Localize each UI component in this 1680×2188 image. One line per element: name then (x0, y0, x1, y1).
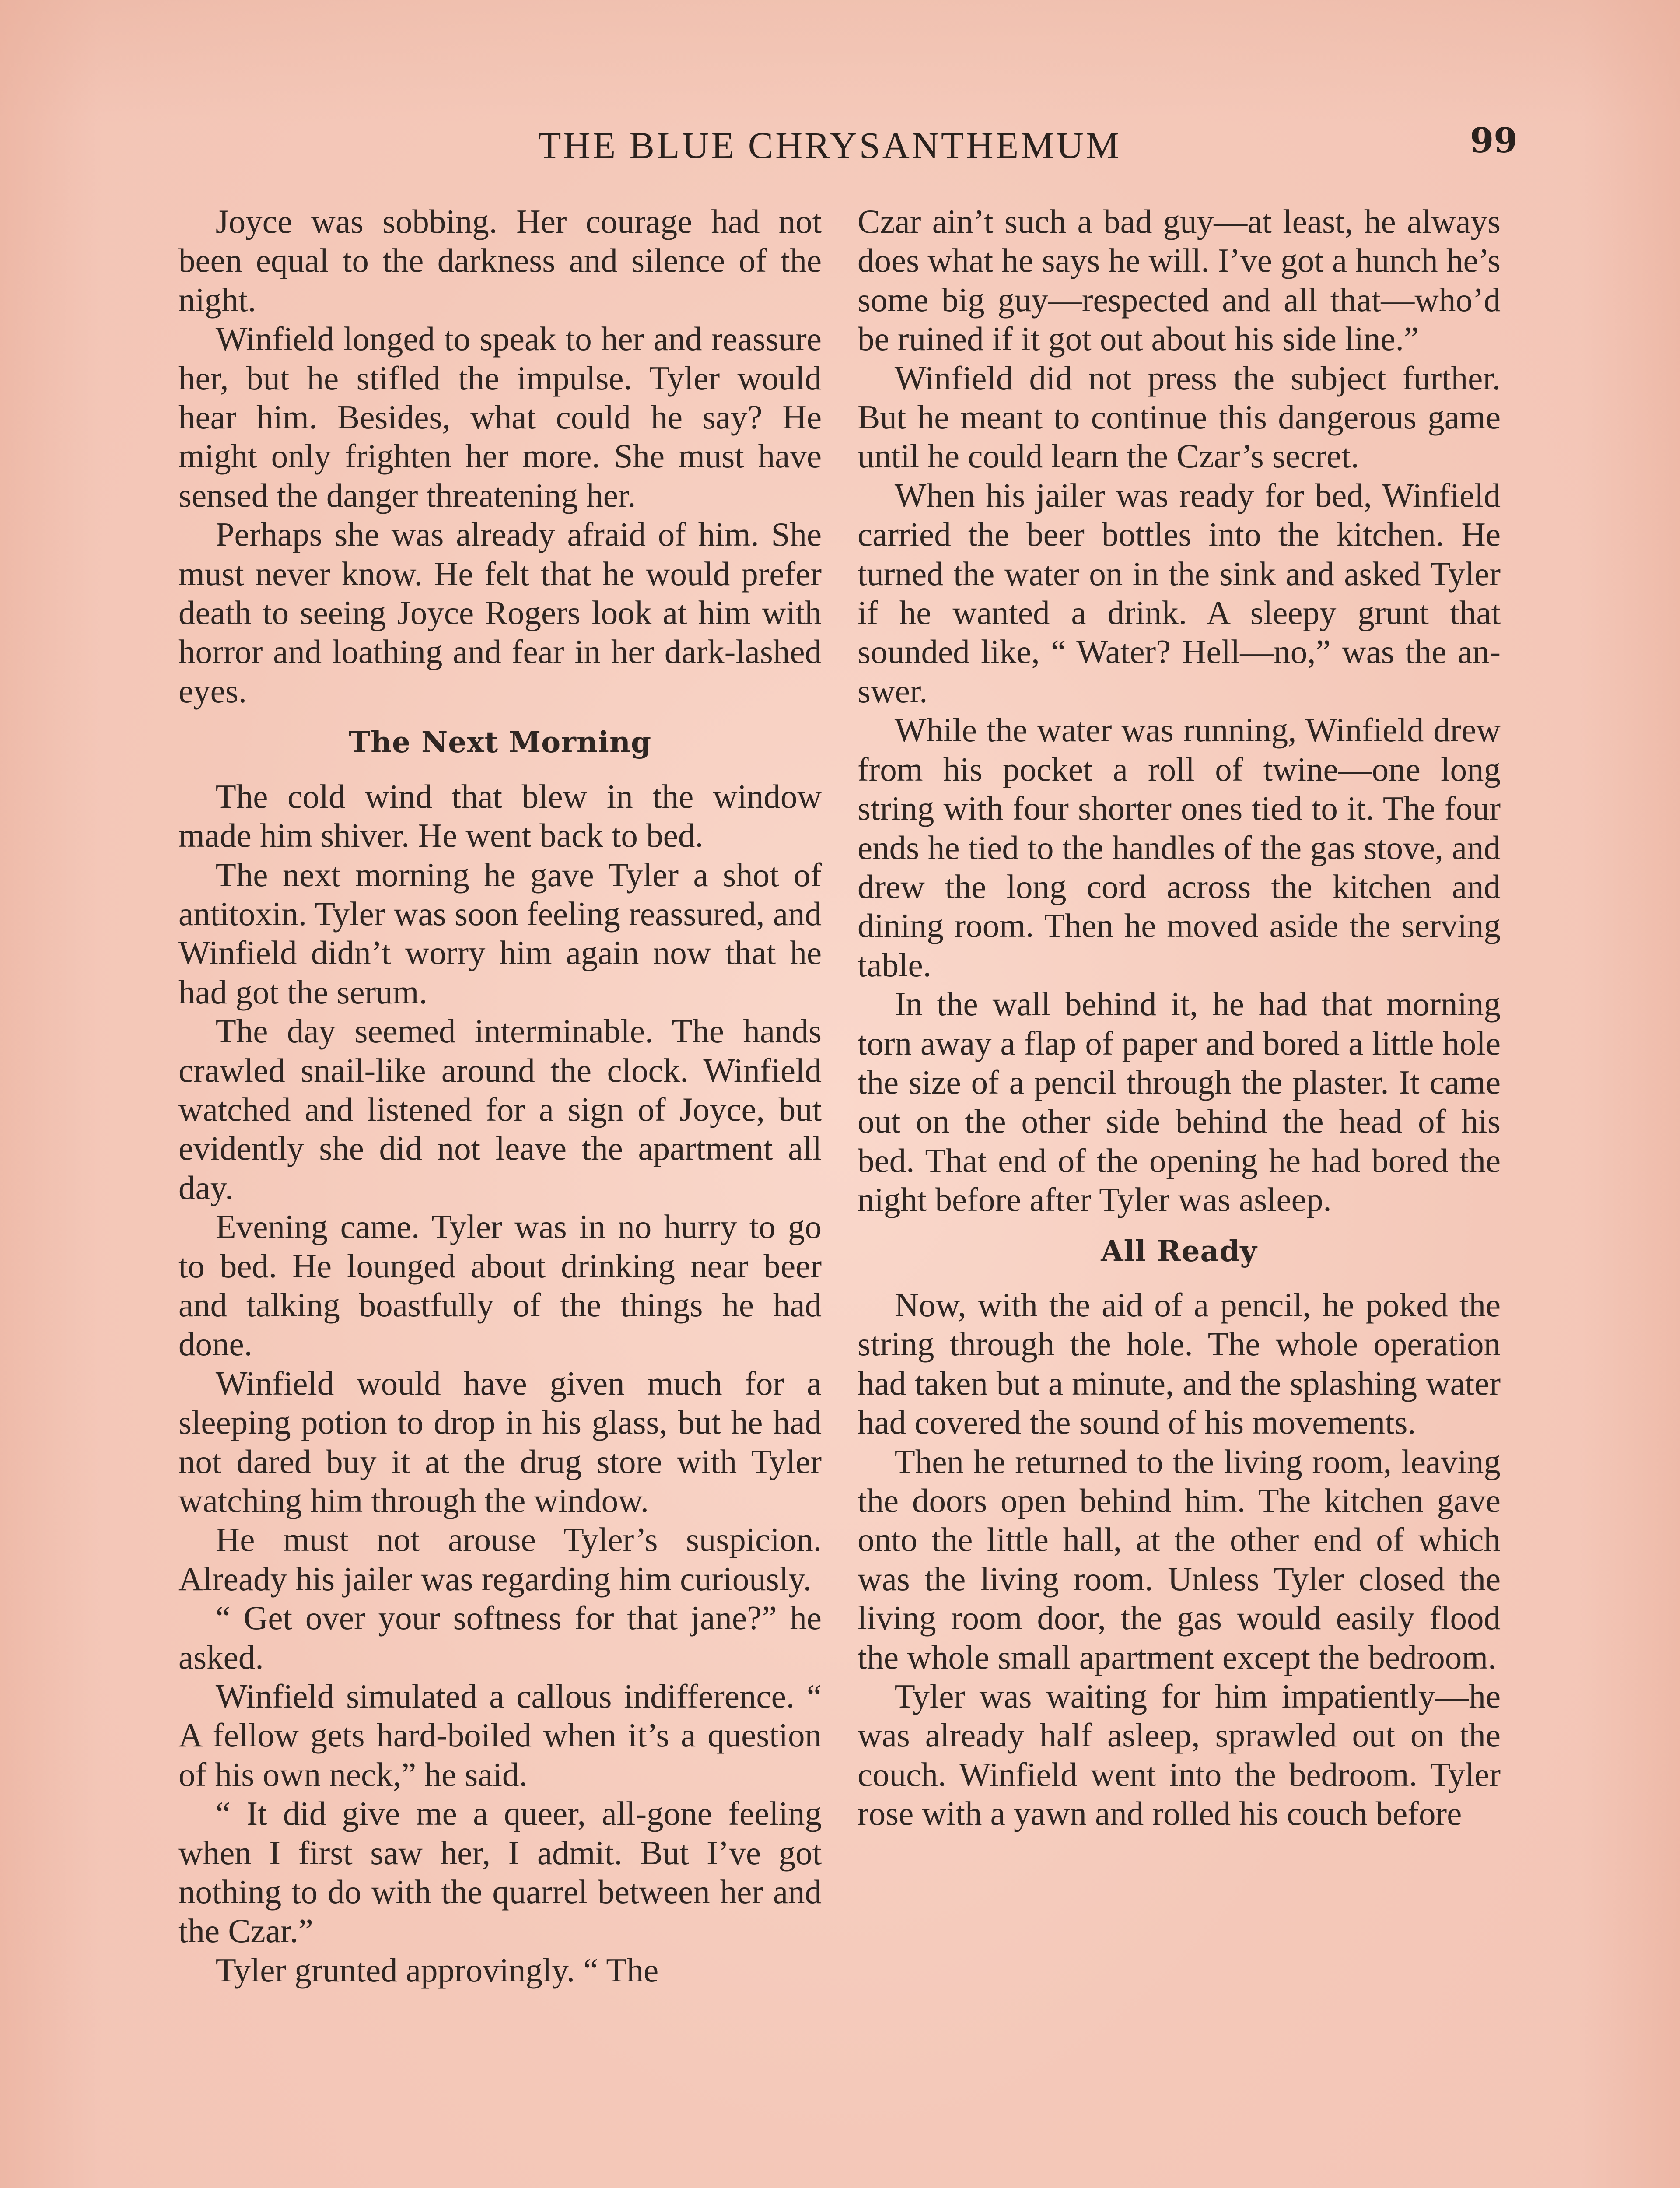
paragraph: In the wall behind it, he had that morning torn away a flap of paper and bored a little hole the size of a pencil through the plaster. It came out on the other side behind the head of his bed. That end of the opening he had bored the night before after Tyler was asleep. (858, 985, 1501, 1219)
paragraph: Then he returned to the living room, leaving the doors open behind him. The kitchen gave onto the little hall, at the other end of which was the living room. Unless Tyler closed the living room door, the gas would easily flood the whole small apartment except the bedroom. (858, 1442, 1501, 1676)
paragraph: Winfield simulated a callous indifference. “ A fellow gets hard-boiled when it’s a question of his own neck,” he said. (178, 1677, 822, 1793)
paragraph: Winfield did not press the subject further. But he meant to continue this dangerous game until he could learn the Czar’s secret. (858, 359, 1501, 475)
paragraph: Winfield would have given much for a sleeping potion to drop in his glass, but he had not dared buy it at the drug store with Tyler watching him through the window. (178, 1364, 822, 1519)
paragraph: When his jailer was ready for bed, Winfield carried the beer bottles into the kitchen. He turned the water on in the sink and asked Tyler if he wanted a drink. A sleepy grunt that sounded like, “ Water? Hell—no,” was the answer. (858, 476, 1501, 710)
page-header (0, 118, 1680, 179)
paragraph: While the water was running, Winfield drew from his pocket a roll of twine—one long string with four shorter ones tied to it. The four ends he tied to the handles of the gas stove, and drew the long cord across the kitchen and dining room. Then he moved aside the serving table. (858, 711, 1501, 984)
paragraph: The next morning he gave Tyler a shot of antitoxin. Tyler was soon feeling reassured, and Winfield didn’t worry him again now that he had got the serum. (178, 856, 822, 1011)
paragraph: Perhaps she was already afraid of him. She must never know. He felt that he would prefer death to seeing Joyce Rogers look at him with horror and loathing and fear in her dark-lashed eyes. (178, 515, 822, 710)
paragraph: Now, with the aid of a pencil, he poked the string through the hole. The whole operation had taken but a minute, and the splashing water had covered the sound of his movements. (858, 1286, 1501, 1441)
paragraph: Winfield longed to speak to her and reassure her, but he stifled the impulse. Tyler would hear him. Besides, what could he say? He might only frighten her more. She must have sensed the danger threatening her. (178, 320, 822, 514)
section-heading-all-ready: All Ready (1101, 1234, 1257, 1268)
paragraph: Tyler grunted approvingly. “ The (215, 1951, 659, 1989)
right-column (858, 202, 1501, 1834)
paragraph: Tyler was waiting for him impatiently—he was already half asleep, sprawled out on the couch. Winfield went into the bedroom. Tyler rose with a yawn and rolled his couch before (858, 1677, 1501, 1833)
running-title: THE BLUE CHRYSANTHEMUM (538, 124, 1122, 166)
paragraph: “ Get over your softness for that jane?” he asked. (178, 1599, 822, 1676)
section-heading-next-morning: The Next Morning (348, 725, 652, 760)
page-number: 99 (1470, 121, 1518, 161)
paragraph: “ It did give me a queer, all-gone feeling when I first saw her, I admit. But I’ve got nothing to do with the quarrel between her and the Czar.” (178, 1795, 822, 1950)
paragraph: The day seemed interminable. The hands crawled snail-like around the clock. Winfield watched and listened for a sign of Joyce, but evidently she did not leave the apartment all day. (178, 1012, 822, 1206)
paragraph: Joyce was sobbing. Her courage had not been equal to the darkness and silence of the night. (178, 203, 822, 319)
paragraph: The cold wind that blew in the window made him shiver. He went back to bed. (178, 777, 822, 855)
paragraph: Evening came. Tyler was in no hurry to go to bed. He lounged about drinking near beer and talking boastfully of the things he had done. (178, 1208, 822, 1363)
left-column (178, 202, 822, 1990)
paragraph: He must not arouse Tyler’s suspicion. Already his jailer was regarding him curiously. (178, 1521, 822, 1598)
paragraph-continued: Czar ain’t such a bad guy—at least, he always does what he says he will. I’ve got a hunch he’s some big guy—respected and all that—who’d be ruined if it got out about his side line.” (858, 203, 1501, 358)
